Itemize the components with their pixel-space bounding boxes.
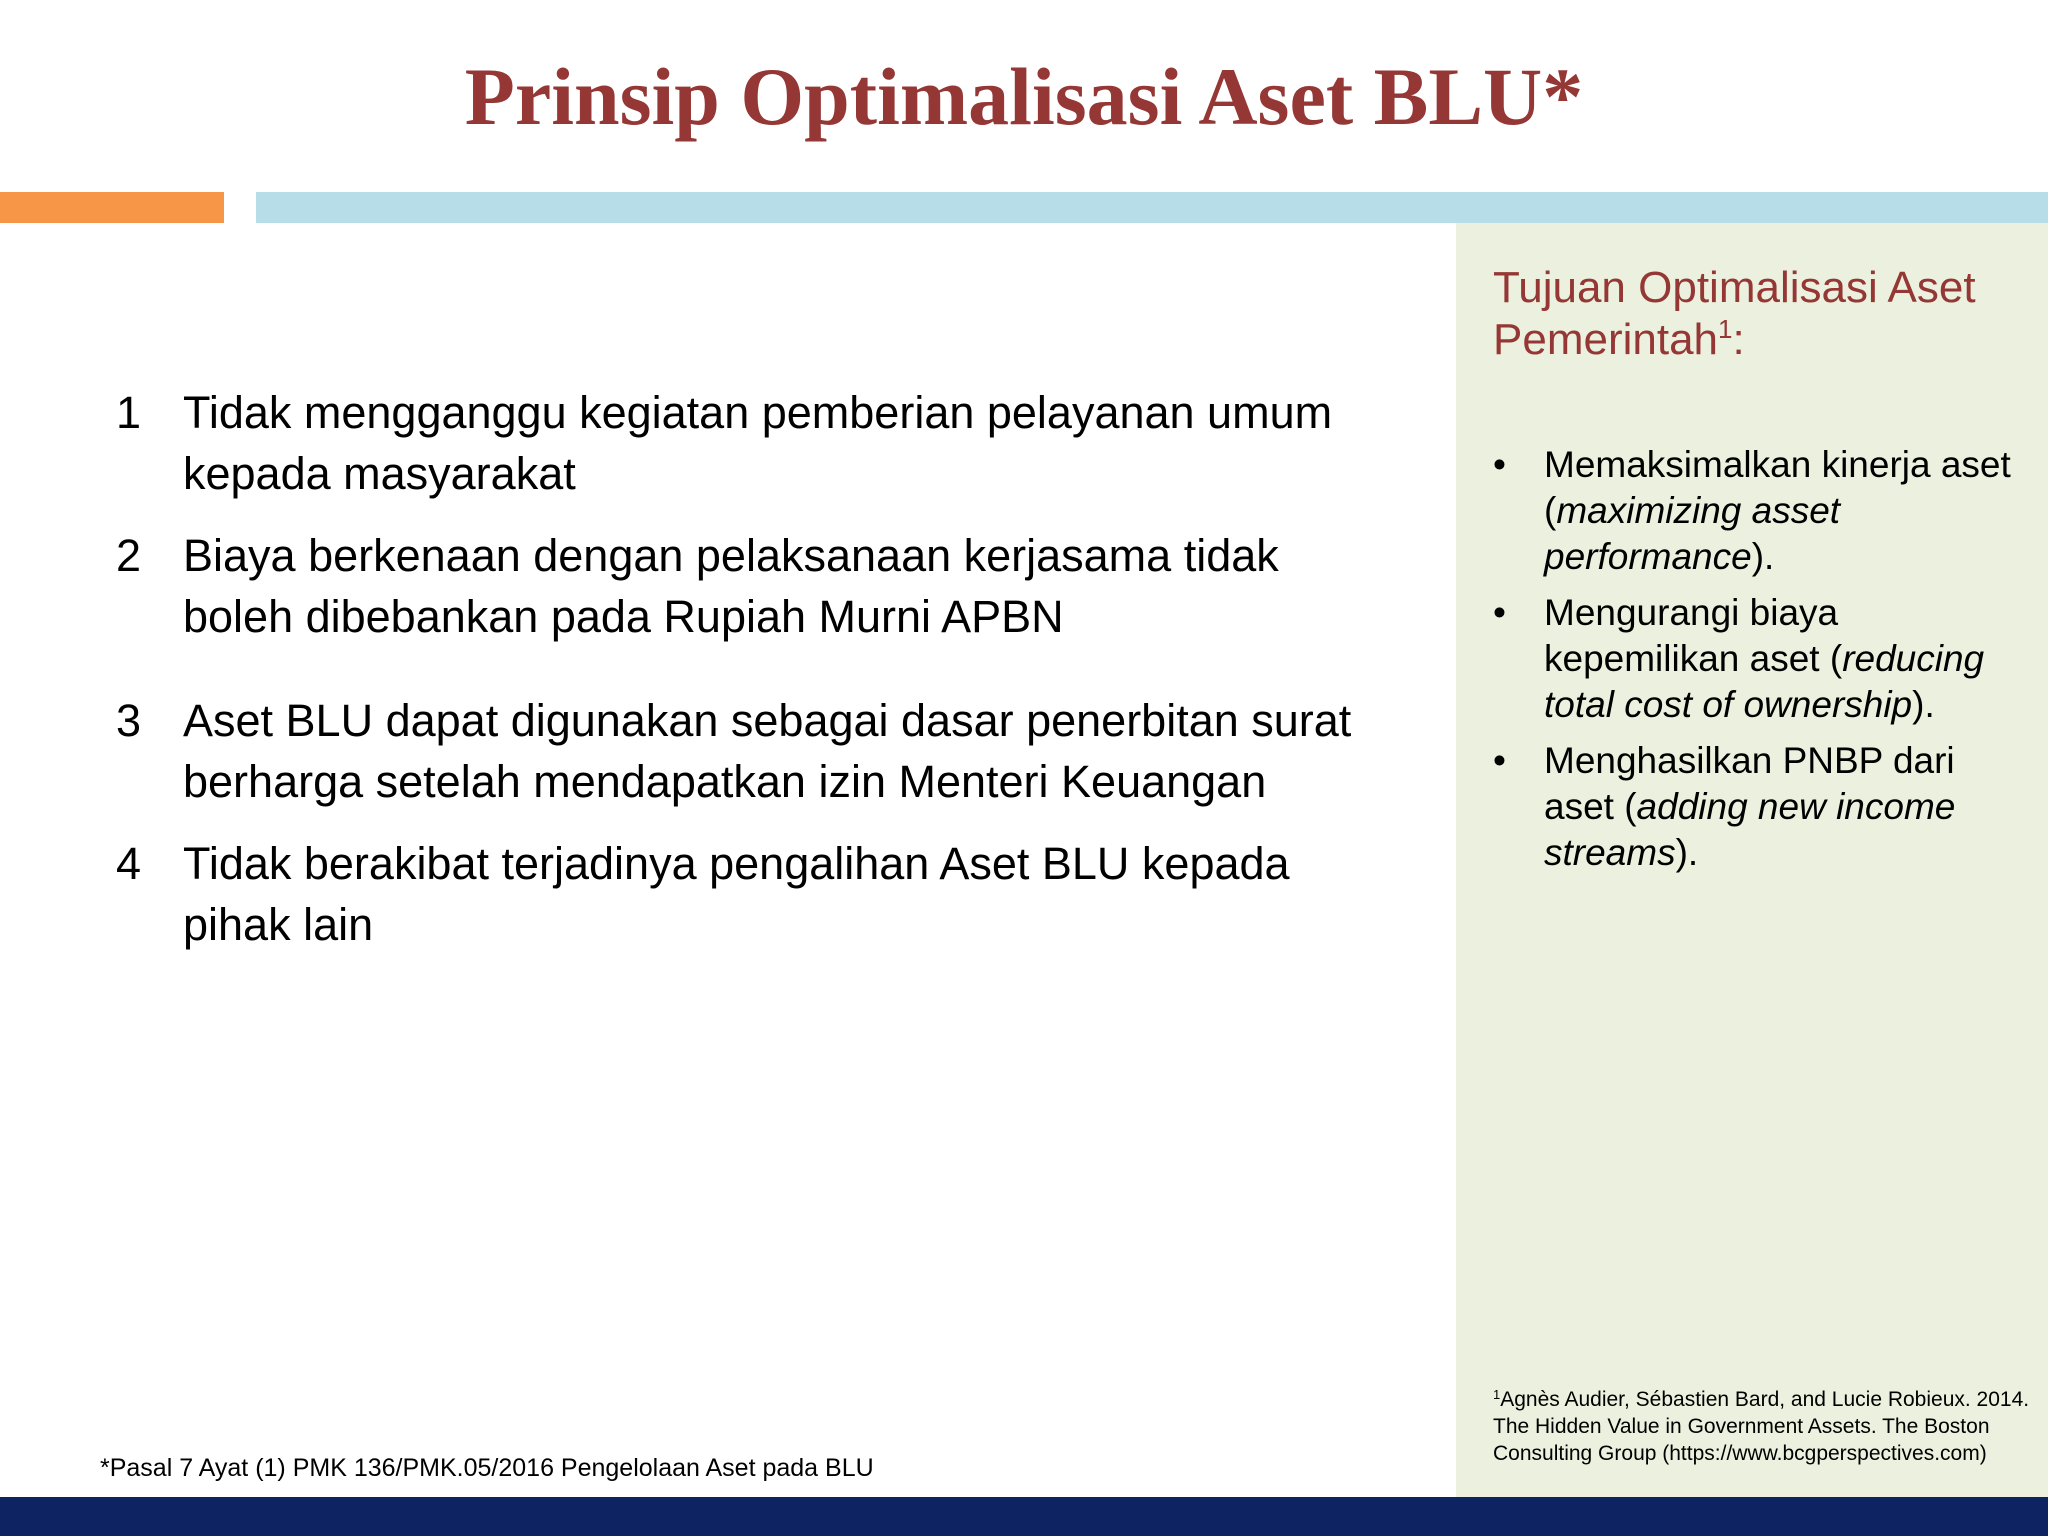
objective-text: Menghasilkan PNBP dari aset ( <box>1544 740 1955 827</box>
principle-number: 3 <box>116 695 142 746</box>
objective-english: maximizing asset performance <box>1544 490 1841 577</box>
side-heading-text: Tujuan Optimalisasi Aset Pemerintah <box>1493 263 1976 364</box>
reference-superscript: 1 <box>1493 1387 1501 1402</box>
objective-english: reducing total cost of ownership <box>1544 638 1985 725</box>
objectives-list <box>1493 442 2033 886</box>
principle-item <box>116 525 1366 647</box>
principle-text: Biaya berkenaan dengan pelaksanaan kerjasama tidak boleh dibebankan pada Rupiah Murni APBN <box>183 530 1279 642</box>
side-heading-colon: : <box>1732 315 1745 364</box>
principle-item <box>116 382 1366 504</box>
accent-bar-orange <box>0 192 224 223</box>
objective-suffix: ). <box>1675 832 1699 873</box>
side-heading <box>1493 262 2023 366</box>
bullet-icon: • <box>1493 444 1506 485</box>
side-heading-superscript: 1 <box>1718 314 1733 344</box>
bullet-icon: • <box>1493 740 1506 781</box>
bottom-bar <box>0 1497 2048 1536</box>
bullet-icon: • <box>1493 592 1506 633</box>
principle-text: Tidak berakibat terjadinya pengalihan Aset BLU kepada pihak lain <box>183 838 1290 950</box>
source-footnote: *Pasal 7 Ayat (1) PMK 136/PMK.05/2016 Pengelolaan Aset pada BLU <box>100 1454 874 1482</box>
principle-number: 1 <box>116 387 142 438</box>
reference-text: Agnès Audier, Sébastien Bard, and Lucie Robieux. 2014. The Hidden Value in Government Assets. The Boston Consulting Group (https://www.bcgperspectives.com) <box>1493 1388 2030 1465</box>
principle-number: 2 <box>116 530 142 581</box>
objective-text: Memaksimalkan kinerja aset ( <box>1544 444 2011 531</box>
principles-list <box>116 382 1366 955</box>
principle-item <box>116 690 1366 812</box>
principle-item <box>116 833 1366 955</box>
principle-text: Aset BLU dapat digunakan sebagai dasar penerbitan surat berharga setelah mendapatkan izin Menteri Keuangan <box>183 695 1352 807</box>
objective-suffix: ). <box>1912 684 1935 725</box>
objective-text: Mengurangi biaya kepemilikan aset ( <box>1544 592 1843 679</box>
slide-title: Prinsip Optimalisasi Aset BLU* <box>464 51 1584 142</box>
principle-text: Tidak mengganggu kegiatan pemberian pelayanan umum kepada masyarakat <box>183 387 1333 499</box>
objective-item <box>1493 590 2033 728</box>
accent-bar-blue <box>256 192 2048 223</box>
objective-suffix: ). <box>1751 536 1775 577</box>
objective-item <box>1493 442 2033 580</box>
principle-number: 4 <box>116 838 142 889</box>
objective-english: adding new income streams <box>1544 786 1956 873</box>
objective-item <box>1493 738 2033 876</box>
reference-note <box>1493 1386 2033 1467</box>
